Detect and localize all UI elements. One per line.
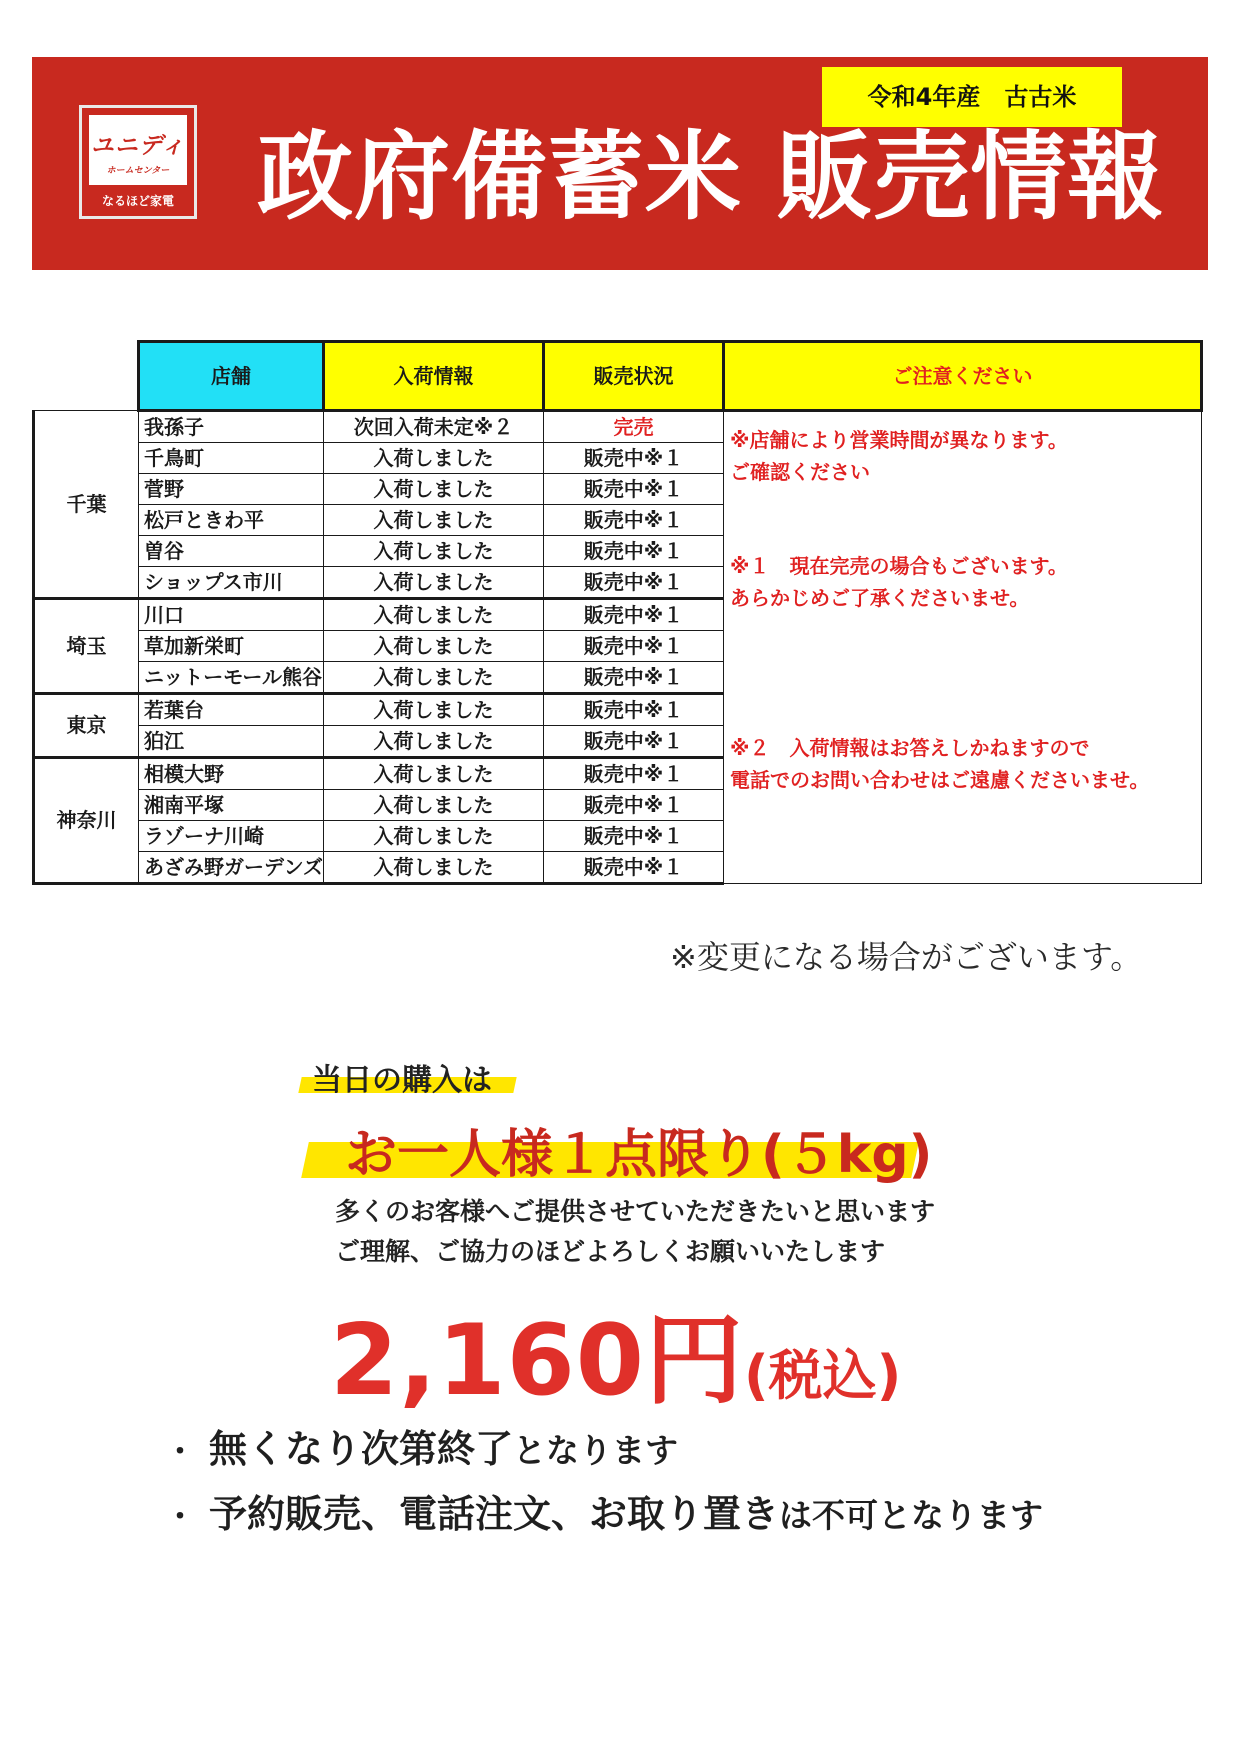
- notice-note1-1: ※１ 現在完売の場合もございます。: [730, 554, 1068, 578]
- store-name: 松戸ときわ平: [139, 505, 324, 536]
- bullet2-rest: は不可となります: [779, 1496, 1044, 1535]
- table-header-row: [34, 342, 1202, 411]
- store-name: 川口: [139, 599, 324, 631]
- bullet1-rest: となります: [513, 1431, 679, 1470]
- store-name: あざみ野ガーデンズ: [139, 852, 324, 884]
- arrival-info: 入荷しました: [324, 599, 544, 631]
- store-name: 相模大野: [139, 758, 324, 790]
- table-row: [34, 411, 1202, 443]
- arrival-info: 入荷しました: [324, 631, 544, 662]
- promo-message-1: 多くのお客様へご提供させていただきたいと思います: [335, 1197, 936, 1226]
- notice-note2-2: 電話でのお問い合わせはご遠慮くださいませ。: [730, 768, 1150, 792]
- bullet-no-reservation: [165, 1483, 1043, 1538]
- store-name: 曽谷: [139, 536, 324, 567]
- store-name: ショップス市川: [139, 567, 324, 599]
- price-tax: (税込): [743, 1344, 902, 1407]
- bullet-sold-out: [165, 1418, 678, 1473]
- bullet-dot-icon: ・: [165, 1500, 195, 1535]
- region-kanagawa: 神奈川: [34, 758, 139, 884]
- promo-message-2: ご理解、ご協力のほどよろしくお願いいたします: [335, 1237, 886, 1266]
- arrival-info: 入荷しました: [324, 758, 544, 790]
- sales-status: 販売中※１: [544, 662, 724, 694]
- store-name: 若葉台: [139, 694, 324, 726]
- header-blank: [34, 342, 139, 411]
- bullet1-strong: 無くなり次第終了: [209, 1427, 514, 1471]
- notice-note1-2: あらかじめご了承くださいませ。: [730, 586, 1030, 610]
- arrival-info: 入荷しました: [324, 726, 544, 758]
- store-name: 千鳥町: [139, 443, 324, 474]
- rice-year-badge: 令和4年産 古古米: [822, 67, 1122, 127]
- promo-limit: [305, 1112, 933, 1185]
- logo-sub: ホームセンター: [106, 166, 170, 176]
- header-banner: [32, 57, 1208, 270]
- promo-lead: [300, 1055, 515, 1097]
- change-notice: ※変更になる場合がございます。: [670, 938, 1143, 976]
- logo-tagline: なるほど家電: [101, 194, 174, 208]
- arrival-info: 入荷しました: [324, 694, 544, 726]
- header-notice: ご注意ください: [724, 342, 1202, 411]
- notice-panel: [724, 411, 1202, 884]
- sales-status: 販売中※１: [544, 852, 724, 884]
- sales-status: 販売中※１: [544, 726, 724, 758]
- header-store: 店舗: [139, 342, 324, 411]
- notice-hours-1: ※店舗により営業時間が異なります。: [730, 428, 1068, 452]
- sales-status: 販売中※１: [544, 758, 724, 790]
- store-name: ラゾーナ川崎: [139, 821, 324, 852]
- page-title: 政府備蓄米 販売情報: [257, 121, 1165, 233]
- arrival-info: 入荷しました: [324, 474, 544, 505]
- arrival-info: 入荷しました: [324, 505, 544, 536]
- store-name: ニットーモール熊谷: [139, 662, 324, 694]
- sales-status: 販売中※１: [544, 443, 724, 474]
- header-arrival: 入荷情報: [324, 342, 544, 411]
- notice-hours-2: ご確認ください: [730, 460, 870, 484]
- price: [330, 1282, 901, 1423]
- stock-table: [32, 340, 1203, 885]
- sales-status: 販売中※１: [544, 567, 724, 599]
- arrival-info: 入荷しました: [324, 662, 544, 694]
- promo-lead-text: 当日の購入は: [312, 1063, 492, 1098]
- store-name: 草加新栄町: [139, 631, 324, 662]
- region-tokyo: 東京: [34, 694, 139, 758]
- store-name: 菅野: [139, 474, 324, 505]
- arrival-info: 入荷しました: [324, 790, 544, 821]
- arrival-info: 入荷しました: [324, 443, 544, 474]
- notice-spacer: [730, 488, 1201, 550]
- arrival-info: 次回入荷未定※２: [324, 411, 544, 443]
- store-name: 我孫子: [139, 411, 324, 443]
- sales-status: 販売中※１: [544, 474, 724, 505]
- sales-status: 販売中※１: [544, 505, 724, 536]
- arrival-info: 入荷しました: [324, 536, 544, 567]
- price-amount: 2,160円: [330, 1304, 744, 1418]
- sales-status: 販売中※１: [544, 790, 724, 821]
- header-status: 販売状況: [544, 342, 724, 411]
- sales-status: 販売中※１: [544, 821, 724, 852]
- region-saitama: 埼玉: [34, 599, 139, 694]
- arrival-info: 入荷しました: [324, 852, 544, 884]
- sales-status: 完売: [544, 411, 724, 443]
- sales-status: 販売中※１: [544, 631, 724, 662]
- promo-limit-text: お一人様１点限り(５kg): [345, 1125, 933, 1185]
- unidy-logo: [79, 105, 197, 219]
- region-chiba: 千葉: [34, 411, 139, 599]
- bullet-dot-icon: ・: [165, 1435, 195, 1470]
- store-name: 湘南平塚: [139, 790, 324, 821]
- sales-status: 販売中※１: [544, 694, 724, 726]
- arrival-info: 入荷しました: [324, 567, 544, 599]
- store-name: 狛江: [139, 726, 324, 758]
- logo-plate: [89, 115, 187, 185]
- arrival-info: 入荷しました: [324, 821, 544, 852]
- notice-spacer: [730, 614, 1201, 732]
- logo-brand: ユニディ: [90, 133, 186, 159]
- sales-status: 販売中※１: [544, 599, 724, 631]
- bullet2-strong: 予約販売、電話注文、お取り置き: [209, 1492, 780, 1536]
- notice-note2-1: ※２ 入荷情報はお答えしかねますので: [730, 736, 1090, 760]
- sales-status: 販売中※１: [544, 536, 724, 567]
